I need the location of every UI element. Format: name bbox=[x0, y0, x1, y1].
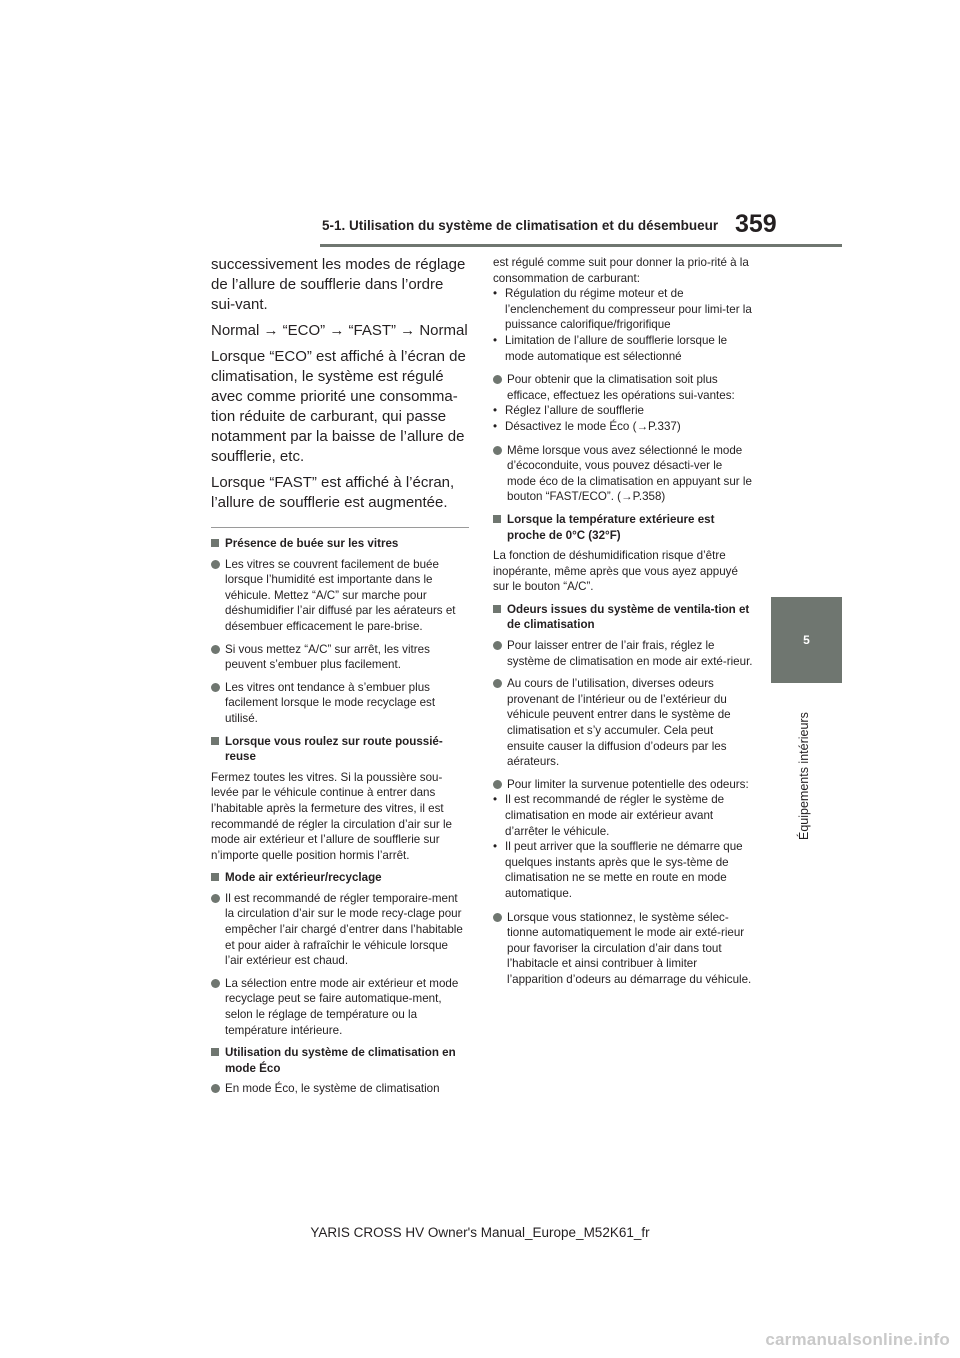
section-heading: Odeurs issues du système de ventila-tion et de climatisation bbox=[493, 602, 753, 633]
bullet-item: Pour limiter la survenue potentielle des odeurs: bbox=[493, 777, 753, 793]
bullet-item: Lorsque vous stationnez, le système sélec-tionne automatiquement le mode air exté-rieur pour favoriser la circulation d’air dans tout l’habitacle et ainsi contribuer à limiter l’apparition d’odeurs au démarrage du véhicule. bbox=[493, 910, 753, 988]
intro-paragraph: successivement les modes de réglage de l’allure de soufflerie dans l’ordre sui-vant. bbox=[211, 256, 466, 313]
bullet-item: Les vitres ont tendance à s’embuer plus facilement lorsque le mode recyclage est utilisé. bbox=[211, 680, 469, 727]
intro-paragraph: Lorsque “ECO” est affiché à l’écran de climatisation, le système est régulé avec comme priorité une consomma-tion réduite de carburant, qui passe notamment par la baisse de l’allure de soufflerie, etc. bbox=[211, 348, 466, 465]
sub-item: • Réglez l’allure de soufflerie bbox=[493, 403, 753, 419]
sub-item: • Limitation de l’allure de soufflerie lorsque le mode automatique est sélectionné bbox=[493, 333, 753, 364]
bullet-item: Pour obtenir que la climatisation soit plus efficace, effectuez les opérations sui-vantes: bbox=[493, 372, 753, 403]
bullet-item: Au cours de l’utilisation, diverses odeurs provenant de l’intérieur ou de l’extérieur du véhicule peuvent entrer dans le système de climatisation et s’y accumuler. Cela peut ensuite causer la diffusion d’odeurs par les aérateurs. bbox=[493, 676, 753, 770]
bullet-item: La sélection entre mode air extérieur et mode recyclage peut se faire automatique-ment, selon le réglage de température ou la température intérieure. bbox=[211, 976, 469, 1038]
section-heading: Mode air extérieur/recyclage bbox=[211, 870, 469, 886]
section-heading: Présence de buée sur les vitres bbox=[211, 536, 469, 552]
sub-item: • Il est recommandé de régler le système de climatisation en mode air extérieur avant d’arrêter le véhicule. bbox=[493, 792, 753, 839]
page-number: 359 bbox=[735, 210, 777, 238]
bullet-item: Si vous mettez “A/C” sur arrêt, les vitres peuvent s’embuer plus facilement. bbox=[211, 642, 469, 673]
watermark: carmanualsonline.info bbox=[765, 1330, 950, 1349]
header-rule bbox=[320, 244, 842, 247]
left-column bbox=[211, 255, 469, 1104]
bullet-item: Les vitres se couvrent facilement de buée lorsque l’humidité est importante dans le véhicule. Mettez “A/C” sur marche pour déshumidifier l’air diffusé par les aérateurs et désembuer efficacement le pare-brise. bbox=[211, 557, 469, 635]
section-text: La fonction de déshumidification risque d’être inopérante, même après que vous ayez appuyé sur le bouton “A/C”. bbox=[493, 549, 738, 594]
chapter-tab bbox=[771, 597, 842, 683]
bullet-item: Il est recommandé de régler temporaire-ment la circulation d’air sur le mode recy-clage pour empêcher l’air chargé d’entrer dans l’habitable et pour aider à rafraîchir le véhicule lorsque l’air extérieur est chaud. bbox=[211, 891, 469, 969]
bullet-item: Même lorsque vous avez sélectionné le mode d’écoconduite, vous pouvez désacti-ver le mode éco de la climatisation en appuyant sur le bouton “FAST/ECO”. (→P.358) bbox=[493, 443, 753, 505]
section-heading: Lorsque vous roulez sur route poussié-reuse bbox=[211, 734, 469, 765]
continued-text: est régulé comme suit pour donner la prio-rité à la consommation de carburant: bbox=[493, 256, 749, 285]
intro-paragraph: Lorsque “FAST” est affiché à l’écran, l’allure de soufflerie est augmentée. bbox=[211, 474, 455, 511]
sub-item: • Désactivez le mode Éco (→P.337) bbox=[493, 419, 753, 435]
section-heading: Utilisation du système de climatisation en mode Éco bbox=[211, 1045, 469, 1076]
sub-item: • Régulation du régime moteur et de l’enclenchement du compresseur pour limi-ter la puissance calorifique/frigorifique bbox=[493, 286, 753, 333]
bullet-item: Pour laisser entrer de l’air frais, réglez le système de climatisation en mode air exté-rieur. bbox=[493, 638, 753, 669]
right-column bbox=[493, 255, 753, 995]
intro-paragraph: Normal → “ECO” → “FAST” → Normal bbox=[211, 322, 468, 339]
footer-text: YARIS CROSS HV Owner's Manual_Europe_M52K61_fr bbox=[310, 1225, 650, 1240]
section-divider bbox=[211, 527, 469, 528]
section-heading: Lorsque la température extérieure est proche de 0°C (32°F) bbox=[493, 512, 753, 543]
header-title: 5-1. Utilisation du système de climatisation et du désembueur bbox=[322, 218, 719, 233]
chapter-side-title: Équipements intérieurs bbox=[797, 712, 811, 840]
sub-item: • Il peut arriver que la soufflerie ne démarre que quelques instants après que le sys-tème de climatisation ne se mette en route en mode automatique. bbox=[493, 839, 753, 901]
chapter-number: 5 bbox=[803, 633, 810, 647]
section-text: Fermez toutes les vitres. Si la poussière sou-levée par le véhicule continue à entrer dans l’habitable après la fermeture des vitres, il est recommandé de régler la circulation d’air sur le mode air extérieur et l’allure de soufflerie sur n’importe quelle position hormis l’arrêt. bbox=[211, 770, 453, 862]
bullet-item: En mode Éco, le système de climatisation bbox=[211, 1081, 469, 1097]
